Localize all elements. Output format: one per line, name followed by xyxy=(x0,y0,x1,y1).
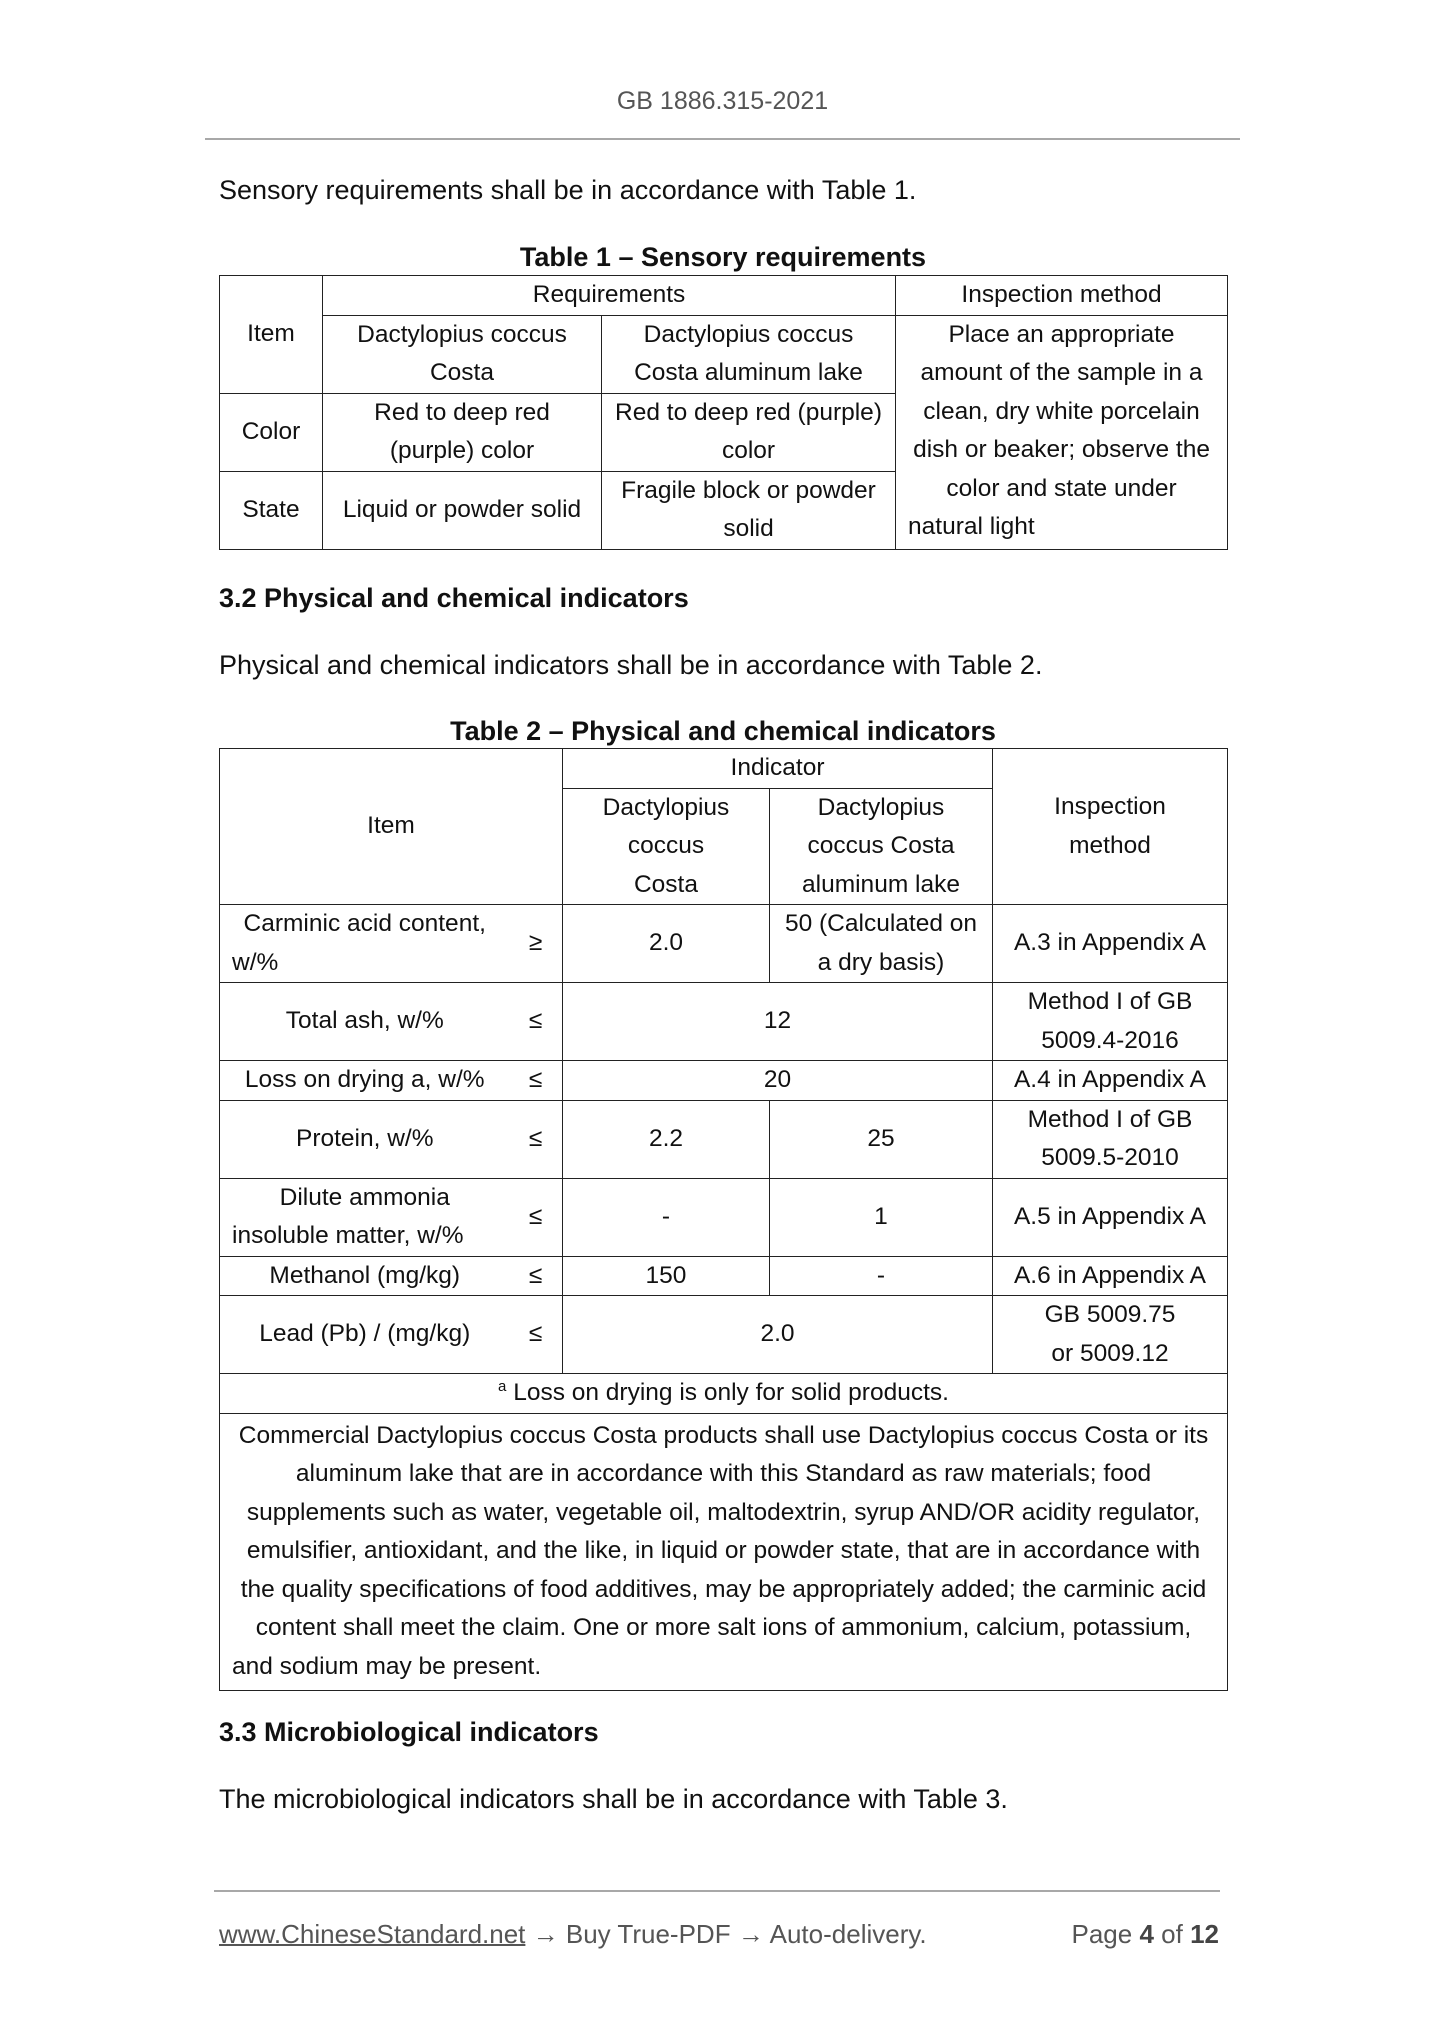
table2-cell-a: - xyxy=(563,1178,770,1256)
table1-header-col-b: Dactylopius coccus Costa aluminum lake xyxy=(602,315,896,393)
table1-header-col-a: Dactylopius coccus Costa xyxy=(323,315,602,393)
table2-header-inspection-method: Inspection method xyxy=(993,749,1228,905)
table1-sensory-requirements xyxy=(219,275,1228,550)
table1-row-item: Color xyxy=(220,393,323,471)
table2-cell-method: Method I of GB 5009.5-2010 xyxy=(993,1100,1228,1178)
table2-row-comparator: ≤ xyxy=(510,983,563,1061)
table2-row-item: Protein, w/% xyxy=(220,1100,510,1178)
table2-row-comparator: ≤ xyxy=(510,1178,563,1256)
arrow-right-icon: → xyxy=(737,1919,764,1949)
table2-cell-method: Method I of GB 5009.4-2016 xyxy=(993,983,1228,1061)
table2-header-item: Item xyxy=(220,749,563,905)
table2-cell-b: - xyxy=(770,1256,993,1296)
table2-caption: Table 2 – Physical and chemical indicators xyxy=(450,716,996,746)
table2-row-item: Methanol (mg/kg) xyxy=(220,1256,510,1296)
table2-cell-method: A.5 in Appendix A xyxy=(993,1178,1228,1256)
table2-row-comparator: ≤ xyxy=(510,1061,563,1101)
page-total: 12 xyxy=(1190,1919,1219,1949)
auto-delivery-text: Auto-delivery. xyxy=(769,1919,927,1949)
table2-cell-merged: 12 xyxy=(563,983,993,1061)
page-label: Page xyxy=(1071,1919,1133,1949)
footnote-marker: a xyxy=(498,1377,507,1395)
table2-cell-b: 1 xyxy=(770,1178,993,1256)
table2-cell-a: 2.0 xyxy=(563,905,770,983)
table2-row-item: Total ash, w/% xyxy=(220,983,510,1061)
page-indicator xyxy=(1071,1917,1219,1951)
arrow-right-icon: → xyxy=(532,1919,559,1949)
table2-row-item: Dilute ammonia insoluble matter, w/% xyxy=(220,1178,510,1256)
table2-cell-method: A.4 in Appendix A xyxy=(993,1061,1228,1101)
table1-header-requirements: Requirements xyxy=(323,276,896,316)
table2-header-col-b: Dactylopius coccus Costa aluminum lake xyxy=(770,788,993,905)
section-3-3-heading: 3.3 Microbiological indicators xyxy=(219,1717,599,1747)
table2-footnote-cell xyxy=(220,1374,1228,1414)
table2-row-item: Lead (Pb) / (mg/kg) xyxy=(220,1296,510,1374)
chinesestandard-link[interactable]: www.ChineseStandard.net xyxy=(219,1919,526,1949)
table1-header-inspection-method: Inspection method xyxy=(896,276,1228,316)
table2-row-item: Carminic acid content, w/% xyxy=(220,905,510,983)
of-label: of xyxy=(1161,1919,1183,1949)
table1-header-item: Item xyxy=(220,276,323,394)
table1-row-item: State xyxy=(220,471,323,549)
table2-row-item: Loss on drying a, w/% xyxy=(220,1061,510,1101)
section-3-2-text: Physical and chemical indicators shall be in accordance with Table 2. xyxy=(219,650,1043,680)
table2-cell-merged: 2.0 xyxy=(563,1296,993,1374)
document-id-header: GB 1886.315-2021 xyxy=(616,87,829,115)
sensory-intro-text: Sensory requirements shall be in accordance with Table 1. xyxy=(219,175,917,205)
table2-header-col-a: Dactylopius coccus Costa xyxy=(563,788,770,905)
page-current: 4 xyxy=(1139,1919,1154,1949)
table2-row-comparator: ≤ xyxy=(510,1100,563,1178)
table2-cell-method: A.6 in Appendix A xyxy=(993,1256,1228,1296)
header-divider xyxy=(205,138,1240,140)
table2-footnote-text: Loss on drying is only for solid products. xyxy=(513,1379,949,1406)
table2-row-comparator: ≥ xyxy=(510,905,563,983)
table2-cell-merged: 20 xyxy=(563,1061,993,1101)
table2-row-comparator: ≤ xyxy=(510,1296,563,1374)
table2-header-indicator: Indicator xyxy=(563,749,993,789)
footer-divider xyxy=(214,1890,1220,1892)
table2-cell-b: 25 xyxy=(770,1100,993,1178)
table2-cell-method: GB 5009.75 or 5009.12 xyxy=(993,1296,1228,1374)
table2-cell-a: 150 xyxy=(563,1256,770,1296)
section-3-2-heading: 3.2 Physical and chemical indicators xyxy=(219,583,689,613)
page-footer xyxy=(219,1917,1219,1951)
table1-cell-b: Fragile block or powder solid xyxy=(602,471,896,549)
section-3-3-text: The microbiological indicators shall be in accordance with Table 3. xyxy=(219,1784,1008,1814)
table2-cell-b: 50 (Calculated on a dry basis) xyxy=(770,905,993,983)
table1-caption: Table 1 – Sensory requirements xyxy=(519,242,927,272)
table2-note-cell: Commercial Dactylopius coccus Costa products shall use Dactylopius coccus Costa or its aluminum lake that are in accordance with this Standard as raw materials; food supplements such as water, vegetable oil, maltodextrin, syrup AND/OR acidity regulator, emulsifier, antioxidant, and the like, in liquid or powder state, that are in accordance with the quality specifications of food additives, may be appropriately added; the carminic acid content shall meet the claim. One or more salt ions of ammonium, calcium, potassium, and sodium may be present. xyxy=(220,1413,1228,1690)
table2-cell-method: A.3 in Appendix A xyxy=(993,905,1228,983)
table1-cell-a: Red to deep red (purple) color xyxy=(323,393,602,471)
table2-row-comparator: ≤ xyxy=(510,1256,563,1296)
table1-method-cell: Place an appropriate amount of the sample in a clean, dry white porcelain dish or beaker; observe the color and state under natural light xyxy=(896,315,1228,549)
table2-physical-chemical-indicators xyxy=(219,748,1228,1691)
buy-true-pdf-text: Buy True-PDF xyxy=(565,1919,731,1949)
table2-cell-a: 2.2 xyxy=(563,1100,770,1178)
table1-cell-b: Red to deep red (purple) color xyxy=(602,393,896,471)
table1-cell-a: Liquid or powder solid xyxy=(323,471,602,549)
